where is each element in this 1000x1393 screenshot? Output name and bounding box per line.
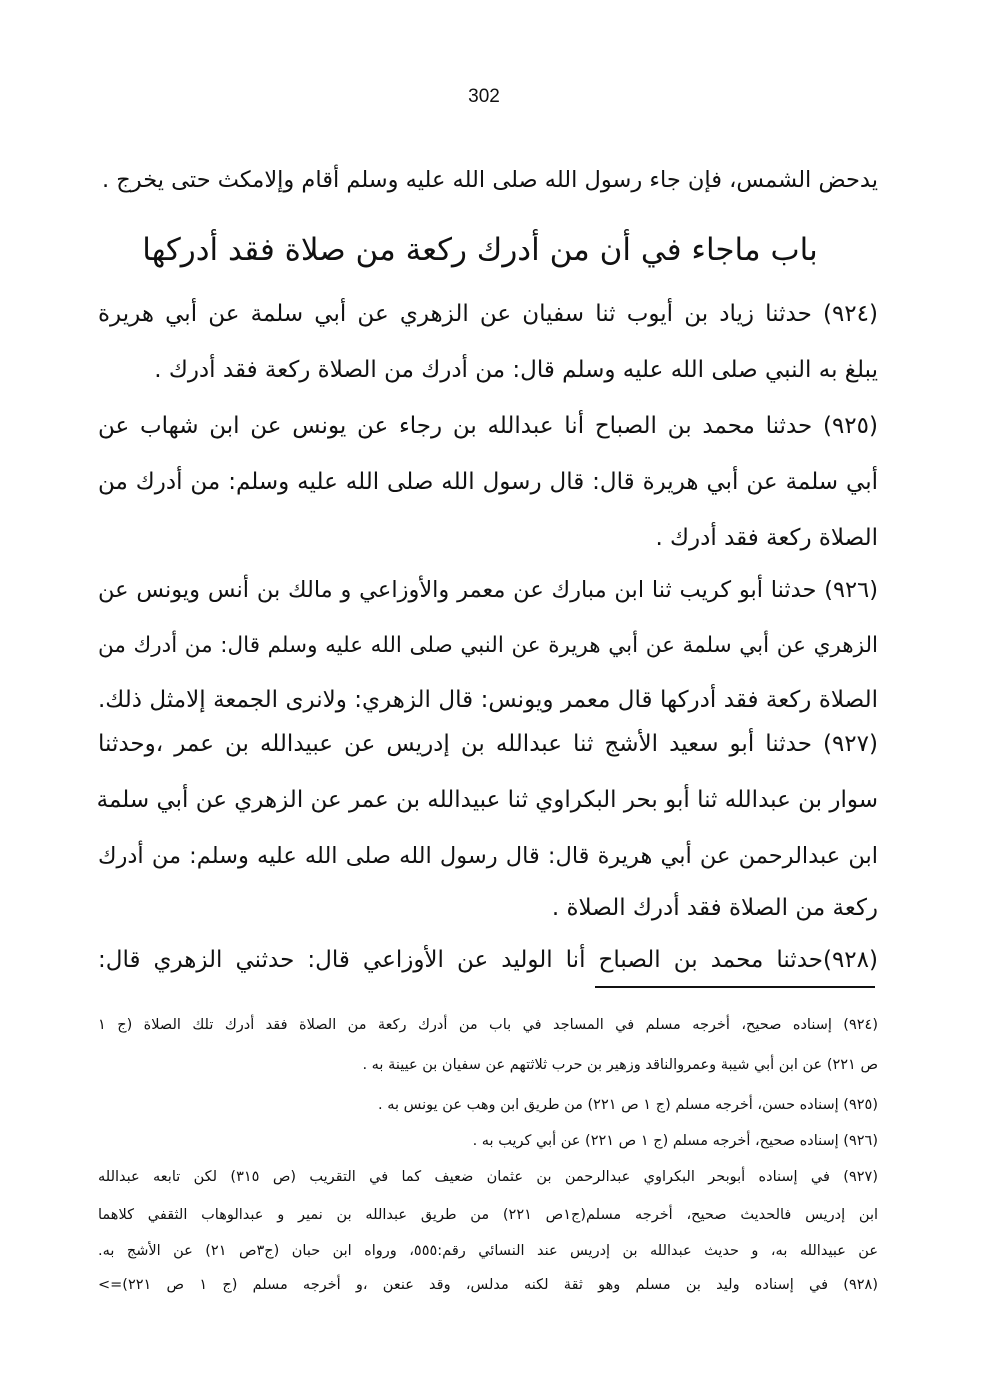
- hadith-line: الصلاة ركعة فقد أدرك .: [655, 525, 878, 551]
- hadith-line: (٩٢٤) حدثنا زياد بن أيوب ثنا سفيان عن الزهري عن أبي سلمة عن أبي هريرة: [98, 301, 878, 327]
- footnote-line: (٩٢٨) في إسناده وليد بن مسلم وهو ثقة لكنه مدلس، وقد عنعن ،و أخرجه مسلم (ج ١ ص ٢٢١)=>: [98, 1277, 878, 1293]
- hadith-line: ركعة من الصلاة فقد أدرك الصلاة .: [551, 895, 878, 921]
- hadith-line: (٩٢٦) حدثنا أبو كريب ثنا ابن مبارك عن معمر والأوزاعي و مالك بن أنس ويونس عن: [98, 577, 878, 603]
- hadith-line: ابن عبدالرحمن عن أبي هريرة قال: قال رسول الله صلى الله عليه وسلم: من أدرك: [98, 843, 878, 869]
- footnote-line: (٩٢٧) في إسناده أبوبحر البكراوي عبدالرحمن بن عثمان ضعيف كما في التقريب (ص ٣١٥) لكن تابعه عبدالله: [98, 1169, 878, 1185]
- footnote-line: عن عبيدالله به، و حديث عبدالله بن إدريس عند النسائي رقم:٥٥٥، ورواه ابن حبان (ج٣ص ٢١) عن الأشج به.: [98, 1243, 878, 1259]
- continuation-line: يدحض الشمس، فإن جاء رسول الله صلى الله عليه وسلم أقام وإلامكث حتى يخرج .: [101, 167, 878, 193]
- footnote-line: (٩٢٦) إسناده صحيح، أخرجه مسلم (ج ١ ص ٢٢١) عن أبي كريب به .: [472, 1133, 878, 1149]
- footnote-line: ابن إدريس فالحديث صحيح، أخرجه مسلم(ج١ص ٢٢١) من طريق عبدالله بن نمير و عبدالوهاب الثقفي كلاهما: [98, 1207, 879, 1223]
- footnote-line: ص ٢٢١) عن ابن أبي شيبة وعمروالناقد وزهير بن حرب ثلاثتهم عن سفيان بن عيينة به .: [362, 1057, 878, 1073]
- hadith-line: (٩٢٥) حدثنا محمد بن الصباح أنا عبدالله بن رجاء عن يونس عن ابن شهاب عن: [98, 413, 878, 439]
- hadith-line: يبلغ به النبي صلى الله عليه وسلم قال: من أدرك من الصلاة ركعة فقد أدرك .: [154, 357, 878, 383]
- hadith-line: الزهري عن أبي سلمة عن أبي هريرة عن النبي صلى الله عليه وسلم قال: من أدرك من: [98, 633, 878, 658]
- chapter-heading: باب ماجاء في أن من أدرك ركعة من صلاة فقد أدركها: [142, 232, 818, 268]
- footnote-line: (٩٢٤) إسناده صحيح، أخرجه مسلم في المساجد في باب من أدرك ركعة من الصلاة فقد أدرك تلك الصلاة (ج ١: [98, 1017, 878, 1033]
- footnote-separator: [595, 986, 875, 988]
- page-number: 302: [468, 86, 500, 107]
- hadith-line: أبي سلمة عن أبي هريرة قال: قال رسول الله صلى الله عليه وسلم: من أدرك من: [98, 469, 878, 495]
- hadith-line: سوار بن عبدالله ثنا أبو بحر البكراوي ثنا عبيدالله بن عمر عن الزهري عن أبي سلمة: [96, 787, 878, 813]
- hadith-line: (٩٢٨)حدثنا محمد بن الصباح أنا الوليد عن الأوزاعي قال: حدثني الزهري قال:: [98, 947, 878, 973]
- hadith-line: الصلاة ركعة فقد أدركها قال معمر ويونس: قال الزهري: ولانرى الجمعة إلامثل ذلك.: [98, 687, 878, 713]
- footnote-line: (٩٢٥) إسناده حسن، أخرجه مسلم (ج ١ ص ٢٢١) من طريق ابن وهب عن يونس به .: [378, 1097, 878, 1113]
- hadith-line: (٩٢٧) حدثنا أبو سعيد الأشج ثنا عبدالله بن إدريس عن عبيدالله بن عمر ،وحدثنا: [98, 731, 878, 757]
